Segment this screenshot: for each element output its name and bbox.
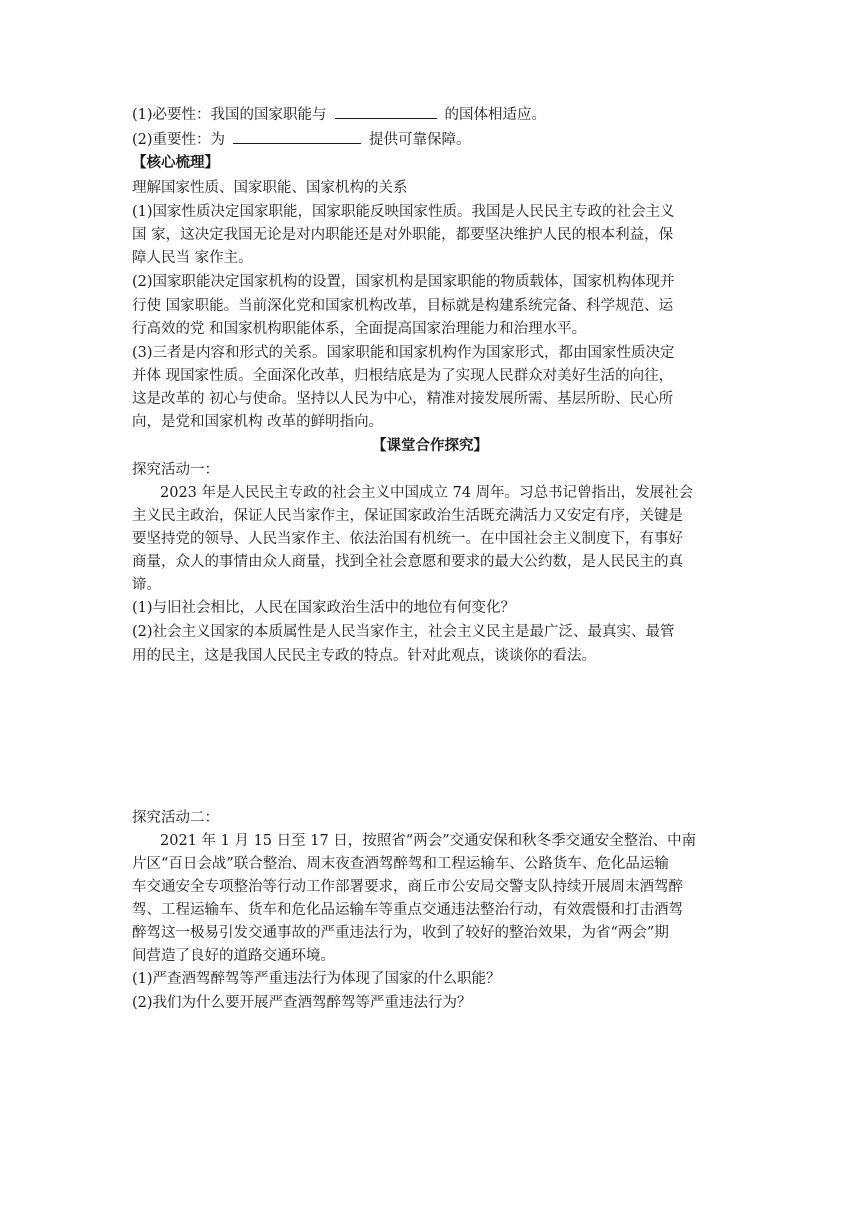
core-subtitle: 理解国家性质、国家职能、国家机构的关系	[132, 180, 408, 196]
core-heading: 【核心梳理】	[132, 154, 219, 171]
core-p2-line: 行使 国家职能。当前深化党和国家机构改革，目标就是构建系统完备、科学规范、运	[132, 298, 674, 314]
core-p2-line: (2)国家职能决定国家机构的设置，国家机构是国家职能的物质载体，国家机构体现并	[132, 274, 675, 290]
core-p1-line: 国 家，这决定我国无论是对内职能还是对外职能，都要坚决维护人民的根本利益，保	[132, 227, 674, 243]
activity2-text-line: 醉驾这一极易引发交通事故的严重违法行为，收到了较好的整治效果，为省“两会”期	[132, 925, 669, 941]
activity2-question-2: (2)我们为什么要开展严查酒驾醉驾等严重违法行为？	[132, 995, 472, 1011]
core-p3-line: 并体 现国家性质。全面深化改革，归根结底是为了实现人民群众对美好生活的向往，	[132, 368, 674, 384]
necessity-suffix: 的国体相适应。	[444, 107, 547, 123]
necessity-prefix: (1)必要性：我国的国家职能与	[132, 107, 327, 123]
activity2-text-line: 2021 年 1 月 15 日至 17 日，按照省“两会”交通安保和秋冬季交通安全整治、中南	[160, 833, 697, 849]
activity1-text-line: 商量，众人的事情由众人商量，找到全社会意愿和要求的最大公约数，是人民民主的真	[132, 554, 683, 570]
activity1-text-line: 主义民主政治，保证人民当家作主，保证国家政治生活既充满活力又安定有序，关键是	[132, 508, 683, 524]
core-p1-line: (1)国家性质决定国家职能，国家职能反映国家性质。我国是人民民主专政的社会主义	[132, 204, 675, 220]
activity1-title: 探究活动一：	[132, 462, 219, 478]
activity1-text-line: 2023 年是人民民主专政的社会主义中国成立 74 周年。习总书记曾指出，发展社会	[160, 485, 694, 501]
core-p3-line: (3)三者是内容和形式的关系。国家职能和国家机构作为国家形式，都由国家性质决定	[132, 345, 675, 361]
activity1-text-line: 要坚持党的领导、人民当家作主、依法治国有机统一。在中国社会主义制度下，有事好	[132, 531, 683, 547]
importance-suffix: 提供可靠保障。	[369, 132, 471, 148]
importance-line	[132, 129, 471, 150]
importance-blank[interactable]	[233, 129, 361, 144]
activity2-text-line: 间营造了良好的道路交通环境。	[132, 948, 335, 964]
core-p3-line: 向，是党和国家机构 改革的鲜明指向。	[132, 414, 384, 430]
core-p3-line: 这是改革的 初心与使命。坚持以人民为中心，精准对接发展所需、基层所盼、民心所	[132, 391, 674, 407]
classroom-heading: 【课堂合作探究】	[372, 437, 488, 454]
activity2-text-line: 车交通安全专项整治等行动工作部署要求，商丘市公安局交警支队持续开展周末酒驾醉	[132, 879, 683, 895]
activity2-title: 探究活动二：	[132, 810, 219, 826]
activity1-question-2: (2)社会主义国家的本质属性是人民当家作主，社会主义民主是最广泛、最真实、最管	[132, 624, 675, 640]
importance-prefix: (2)重要性：为	[132, 132, 226, 148]
activity2-text-line: 驾、工程运输车、货车和危化品运输车等重点交通违法整治行动，有效震慑和打击酒驾	[132, 902, 683, 918]
activity2-text-line: 片区“百日会战”联合整治、周末夜查酒驾醉驾和工程运输车、公路货车、危化品运输	[132, 856, 669, 872]
necessity-line	[132, 104, 546, 125]
activity1-question-2: 用的民主，这是我国人民民主专政的特点。针对此观点，谈谈你的看法。	[132, 648, 596, 664]
core-p2-line: 行高效的党 和国家机构职能体系，全面提高国家治理能力和治理水平。	[132, 321, 587, 337]
activity2-question-1: (1)严查酒驾醉驾等严重违法行为体现了国家的什么职能？	[132, 971, 501, 987]
activity1-question-1: (1)与旧社会相比，人民在国家政治生活中的地位有何变化？	[132, 600, 516, 616]
activity1-text-line: 谛。	[132, 577, 161, 593]
necessity-blank[interactable]	[335, 104, 437, 119]
core-p1-line: 障人民当 家作主。	[132, 250, 253, 266]
